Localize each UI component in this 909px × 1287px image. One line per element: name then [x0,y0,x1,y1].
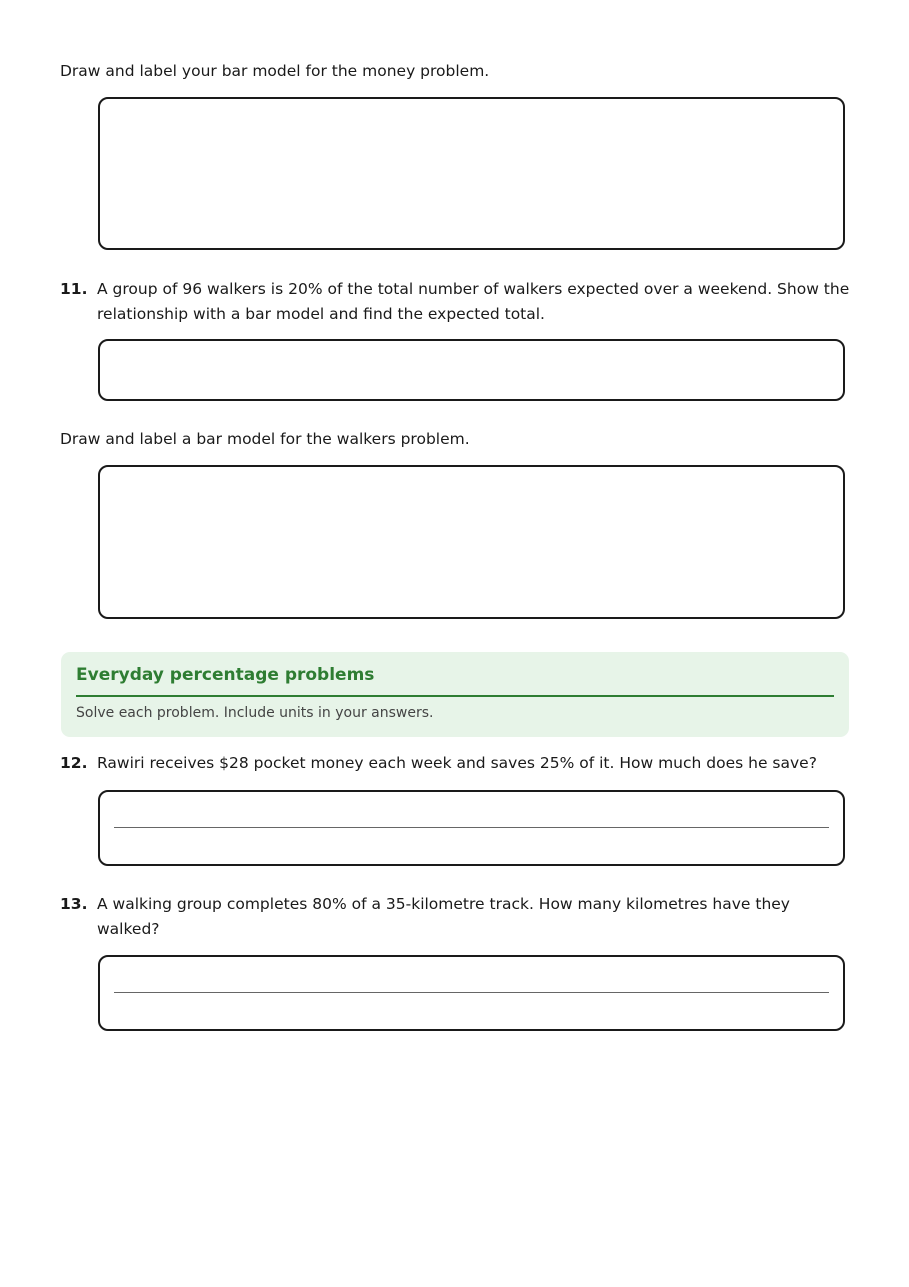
money-bar-model-prompt: Draw and label your bar model for the money problem. [60,62,490,80]
question-number: 12. [60,754,88,772]
question-13 [60,892,855,941]
answer-writing-line [114,992,829,993]
answer-writing-line [114,827,829,828]
money-bar-model-drawing-box[interactable] [98,97,845,250]
question-text: A walking group completes 80% of a 35-kilometre track. How many kilometres have they walked? [97,895,790,938]
question-11 [60,277,855,326]
question-number: 11. [60,280,88,298]
question-12 [60,751,855,776]
question-12-answer-box[interactable] [98,790,845,866]
section-instructions: Solve each problem. Include units in your answers. [76,705,434,721]
question-11-answer-box[interactable] [98,339,845,401]
question-number: 13. [60,895,88,913]
walkers-bar-model-drawing-box[interactable] [98,465,845,619]
question-text: Rawiri receives $28 pocket money each week and saves 25% of it. How much does he save? [97,754,817,772]
section-header-panel [61,652,849,737]
section-divider [76,695,834,697]
section-title: Everyday percentage problems [76,665,375,685]
walkers-bar-model-prompt: Draw and label a bar model for the walkers problem. [60,430,470,448]
question-13-answer-box[interactable] [98,955,845,1031]
question-text: A group of 96 walkers is 20% of the total number of walkers expected over a weekend. Show the relationship with a bar model and find the expected total. [97,280,850,323]
